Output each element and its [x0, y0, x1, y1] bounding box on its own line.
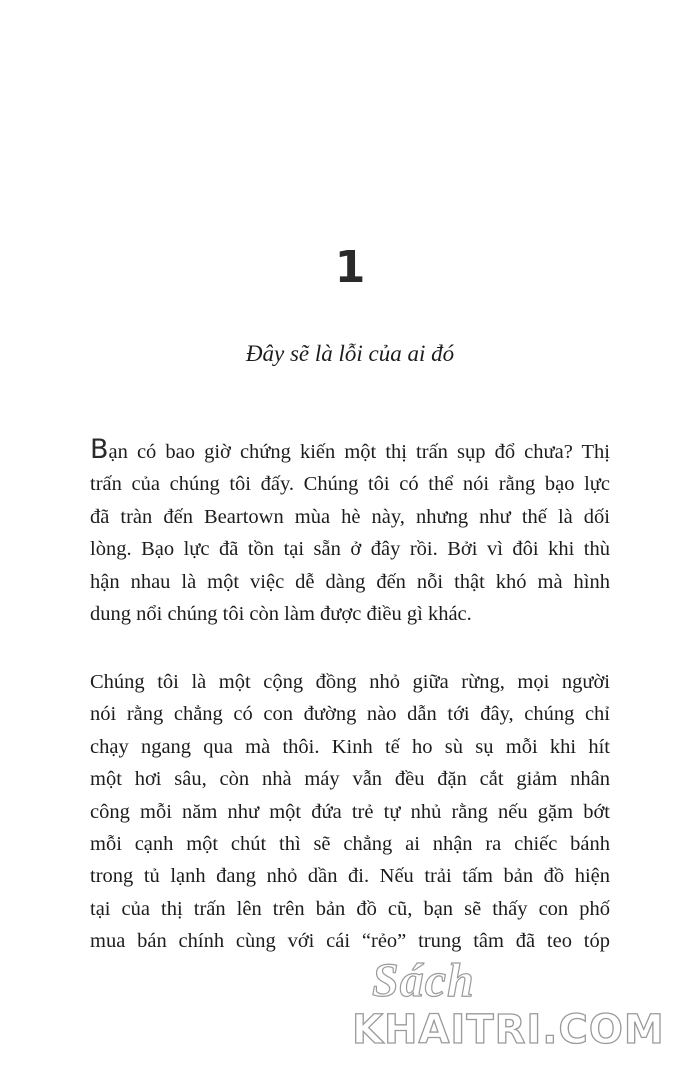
- paragraph-1: [90, 436, 610, 630]
- watermark-logo: [352, 955, 682, 1065]
- chapter-number: 1: [334, 242, 366, 293]
- drop-cap: B: [90, 434, 109, 465]
- paragraph-line: tại của thị trấn lên trên bản đồ cũ, bạn sẽ thấy con phố: [90, 897, 610, 920]
- paragraph-line: lòng. Bạo lực đã tồn tại sẵn ở đây rồi. Bởi vì đôi khi thù: [90, 538, 610, 561]
- chapter-title: Đây sẽ là lỗi của ai đó: [245, 341, 455, 366]
- paragraph-line: mỗi cạnh một chút thì sẽ chẳng ai nhận ra chiếc bánh: [90, 833, 610, 856]
- watermark-script-word: Sách: [372, 954, 475, 1007]
- paragraph-line: Chúng tôi là một cộng đồng nhỏ giữa rừng, mọi người: [90, 671, 610, 693]
- paragraph-line: trấn của chúng tôi đấy. Chúng tôi có thể nói rằng bạo lực: [90, 473, 610, 496]
- paragraph-line: trong tủ lạnh đang nhỏ dần đi. Nếu trải tấm bản đồ hiện: [90, 865, 610, 888]
- paragraph-line: chạy ngang qua mà thôi. Kinh tế ho sù sụ mỗi khi hít: [90, 735, 610, 758]
- paragraph-line: hận nhau là một việc dễ dàng đến nỗi thật khó mà hình: [90, 570, 610, 593]
- paragraph-line: [90, 436, 610, 468]
- line-text: ạn có bao giờ chứng kiến một thị trấn sụp đổ chưa? Thị: [108, 441, 610, 463]
- paragraph-line: mua bán chính cùng với cái “rẻo” trung tâm đã teo tóp: [90, 930, 610, 953]
- paragraph-2: [90, 666, 610, 958]
- paragraph-line: công mỗi năm như một đứa trẻ tự nhủ rằng nếu gặm bớt: [90, 800, 610, 823]
- paragraph-line: dung nổi chúng tôi còn làm được điều gì khác.: [90, 603, 472, 626]
- watermark-site-name: KHAITRI.COM: [352, 1007, 665, 1053]
- paragraph-line: đã tràn đến Beartown mùa hè này, nhưng như thế là dối: [90, 505, 610, 528]
- paragraph-line: một hơi sâu, còn nhà máy vẫn đều đặn cắt giảm nhân: [90, 768, 610, 791]
- paragraph-line: nói rằng chẳng có con đường nào dẫn tới đây, chúng chỉ: [90, 703, 610, 726]
